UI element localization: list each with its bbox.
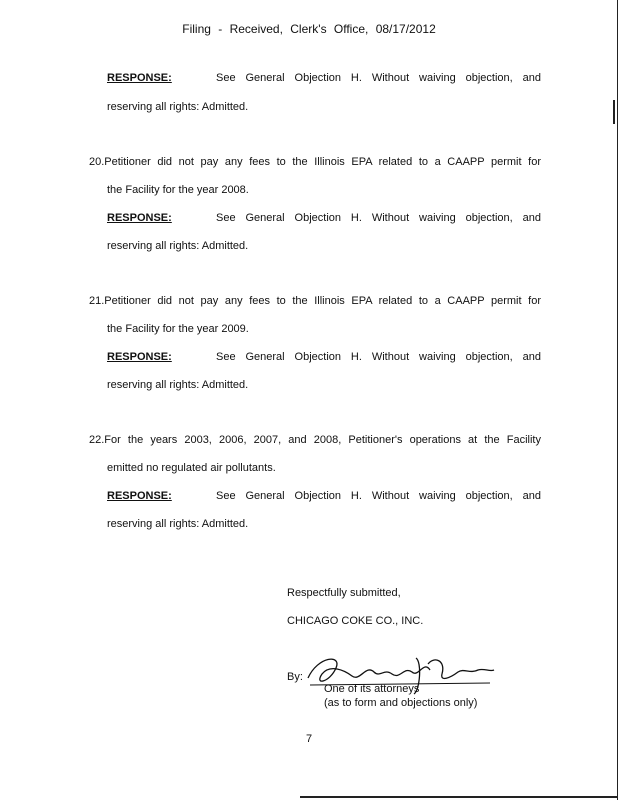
response-continuation: reserving all rights: Admitted. xyxy=(107,101,249,113)
filing-header: Filing - Received, Clerk's Office, 08/17/2012 xyxy=(182,22,436,36)
by-label: By: xyxy=(287,671,303,683)
response-label: RESPONSE: xyxy=(107,351,172,363)
scan-edge-bottom xyxy=(300,796,618,798)
paragraph-20-line-1: 20.Petitioner did not pay any fees to the Illinois EPA related to a CAAPP permit for xyxy=(89,156,541,168)
scan-mark xyxy=(613,100,615,124)
response-continuation: reserving all rights: Admitted. xyxy=(107,240,249,252)
response-text: See General Objection H. Without waiving objection, and xyxy=(216,490,541,502)
attorney-line-2: (as to form and objections only) xyxy=(324,697,478,709)
response-text: See General Objection H. Without waiving objection, and xyxy=(216,212,541,224)
paragraph-22-line-1: 22.For the years 2003, 2006, 2007, and 2008, Petitioner's operations at the Facility xyxy=(89,434,541,446)
company-name: CHICAGO COKE CO., INC. xyxy=(287,615,424,627)
response-label: RESPONSE: xyxy=(107,72,172,84)
page-number: 7 xyxy=(305,733,313,745)
paragraph-21-line-1: 21.Petitioner did not pay any fees to the Illinois EPA related to a CAAPP permit for xyxy=(89,295,541,307)
attorney-line-1: One of its attorneys xyxy=(324,683,420,695)
response-text: See General Objection H. Without waiving objection, and xyxy=(216,351,541,363)
response-label: RESPONSE: xyxy=(107,490,172,502)
response-continuation: reserving all rights: Admitted. xyxy=(107,518,249,530)
paragraph-21-line-2: the Facility for the year 2009. xyxy=(107,323,249,335)
paragraph-22-line-2: emitted no regulated air pollutants. xyxy=(107,462,276,474)
response-continuation: reserving all rights: Admitted. xyxy=(107,379,249,391)
closing-text: Respectfully submitted, xyxy=(287,587,401,599)
response-label: RESPONSE: xyxy=(107,212,172,224)
paragraph-20-line-2: the Facility for the year 2008. xyxy=(107,184,249,196)
response-text: See General Objection H. Without waiving objection, and xyxy=(216,72,541,84)
